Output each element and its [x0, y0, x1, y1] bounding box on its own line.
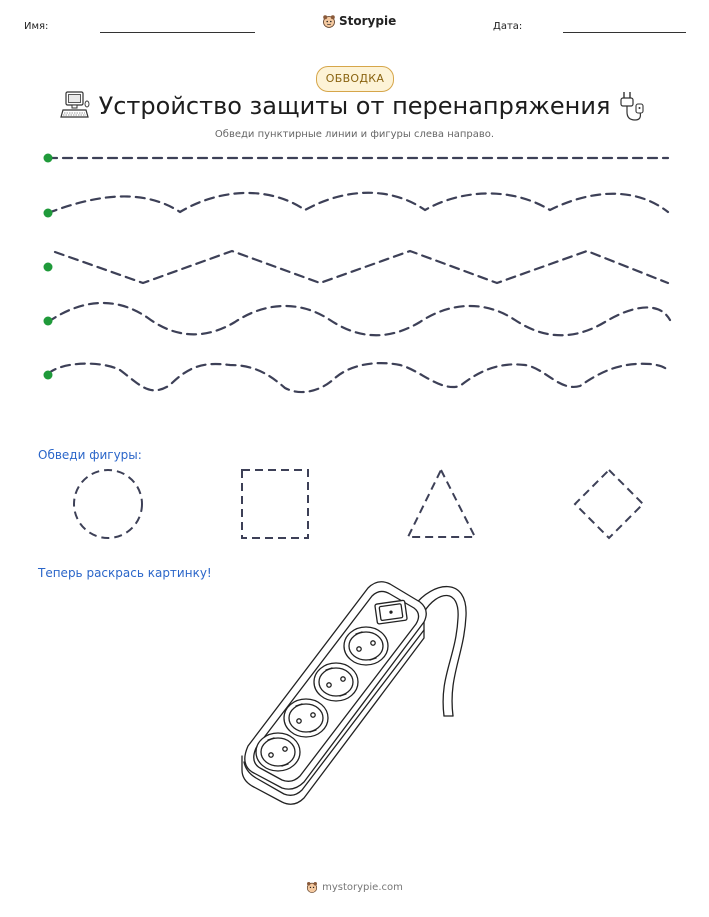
page-title: Устройство защиты от перенапряжения: [98, 92, 611, 120]
name-label: Имя:: [24, 21, 49, 32]
shape-square: [242, 470, 308, 538]
storypie-mascot-icon: [306, 881, 318, 893]
footer-site-link[interactable]: mystorypie.com: [322, 881, 403, 893]
shape-diamond: [575, 470, 643, 538]
power-strip-picture: [238, 576, 470, 812]
shapes-section-label: Обведи фигуры:: [38, 448, 142, 462]
date-label: Дата:: [493, 21, 523, 32]
activity-badge: ОБВОДКА: [316, 66, 394, 92]
brand-name: Storypie: [339, 14, 397, 28]
socket-4: [256, 733, 300, 771]
shape-circle: [74, 470, 142, 538]
shape-triangle: [408, 470, 475, 537]
socket-3: [284, 699, 328, 737]
socket-1: [344, 627, 388, 665]
socket-2: [314, 663, 358, 701]
footer: [0, 881, 709, 893]
instructions: Обведи пунктирные линии и фигуры слева направо.: [214, 129, 495, 140]
coloring-section-label: Теперь раскрась картинку!: [38, 566, 212, 580]
